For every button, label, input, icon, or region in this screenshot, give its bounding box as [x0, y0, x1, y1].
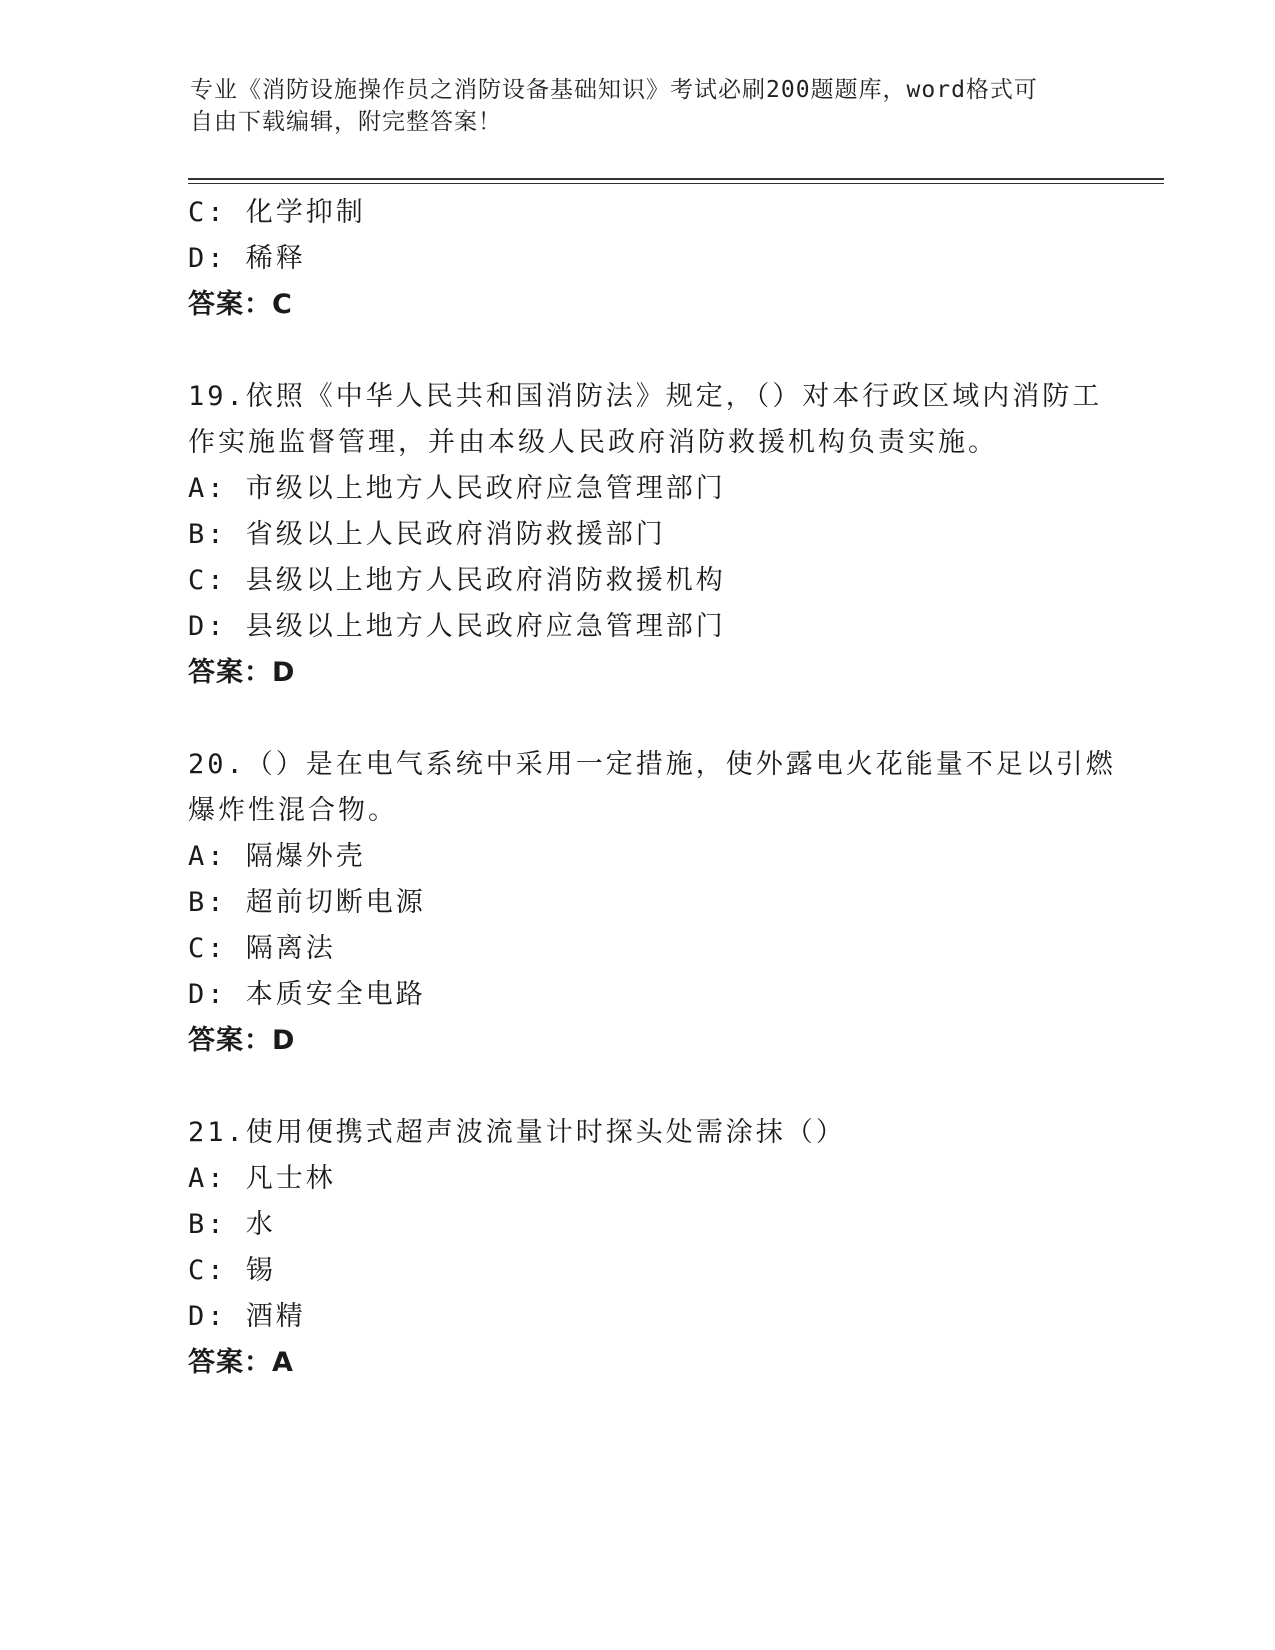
option-d: D: 本质安全电路 — [188, 979, 426, 1010]
option-b: B: 超前切断电源 — [188, 887, 426, 918]
question-stem-cont: 作实施监督管理，并由本级人民政府消防救援机构负责实施。 — [188, 427, 998, 458]
option-a: A: 隔爆外壳 — [188, 841, 366, 872]
option-c: C: 县级以上地方人民政府消防救援机构 — [188, 565, 726, 596]
document-header — [190, 74, 1090, 138]
question-19 — [188, 374, 1103, 696]
header-divider-thin — [188, 183, 1164, 184]
question-list — [188, 190, 1116, 1386]
option-c: C: 隔离法 — [188, 933, 336, 964]
question-stem-cont: 爆炸性混合物。 — [188, 795, 398, 826]
question-stem: 20.（）是在电气系统中采用一定措施，使外露电火花能量不足以引燃 — [188, 749, 1116, 780]
question-21 — [188, 1110, 1088, 1386]
question-stem: 19.依照《中华人民共和国消防法》规定，（）对本行政区域内消防工 — [188, 381, 1103, 412]
option-d: D: 县级以上地方人民政府应急管理部门 — [188, 611, 726, 642]
header-line-1: 专业《消防设施操作员之消防设备基础知识》考试必刷200题题库，word格式可 — [190, 77, 1038, 103]
answer: 答案：D — [188, 1025, 296, 1056]
option-d: D: 稀释 — [188, 243, 306, 274]
question-stem: 21.使用便携式超声波流量计时探头处需涂抹（） — [188, 1117, 846, 1148]
question-20 — [188, 742, 1116, 1064]
answer: 答案：D — [188, 657, 296, 688]
question-18-tail — [188, 190, 1088, 328]
header-divider — [188, 178, 1164, 180]
option-c: C: 锡 — [188, 1255, 276, 1286]
header-line-2: 自由下载编辑，附完整答案！ — [190, 109, 502, 135]
option-a: A: 市级以上地方人民政府应急管理部门 — [188, 473, 726, 504]
option-b: B: 水 — [188, 1209, 276, 1240]
option-a: A: 凡士林 — [188, 1163, 336, 1194]
option-d: D: 酒精 — [188, 1301, 306, 1332]
answer: 答案：A — [188, 1347, 294, 1378]
option-b: B: 省级以上人民政府消防救援部门 — [188, 519, 666, 550]
option-c: C: 化学抑制 — [188, 197, 366, 228]
answer: 答案：C — [188, 289, 293, 320]
